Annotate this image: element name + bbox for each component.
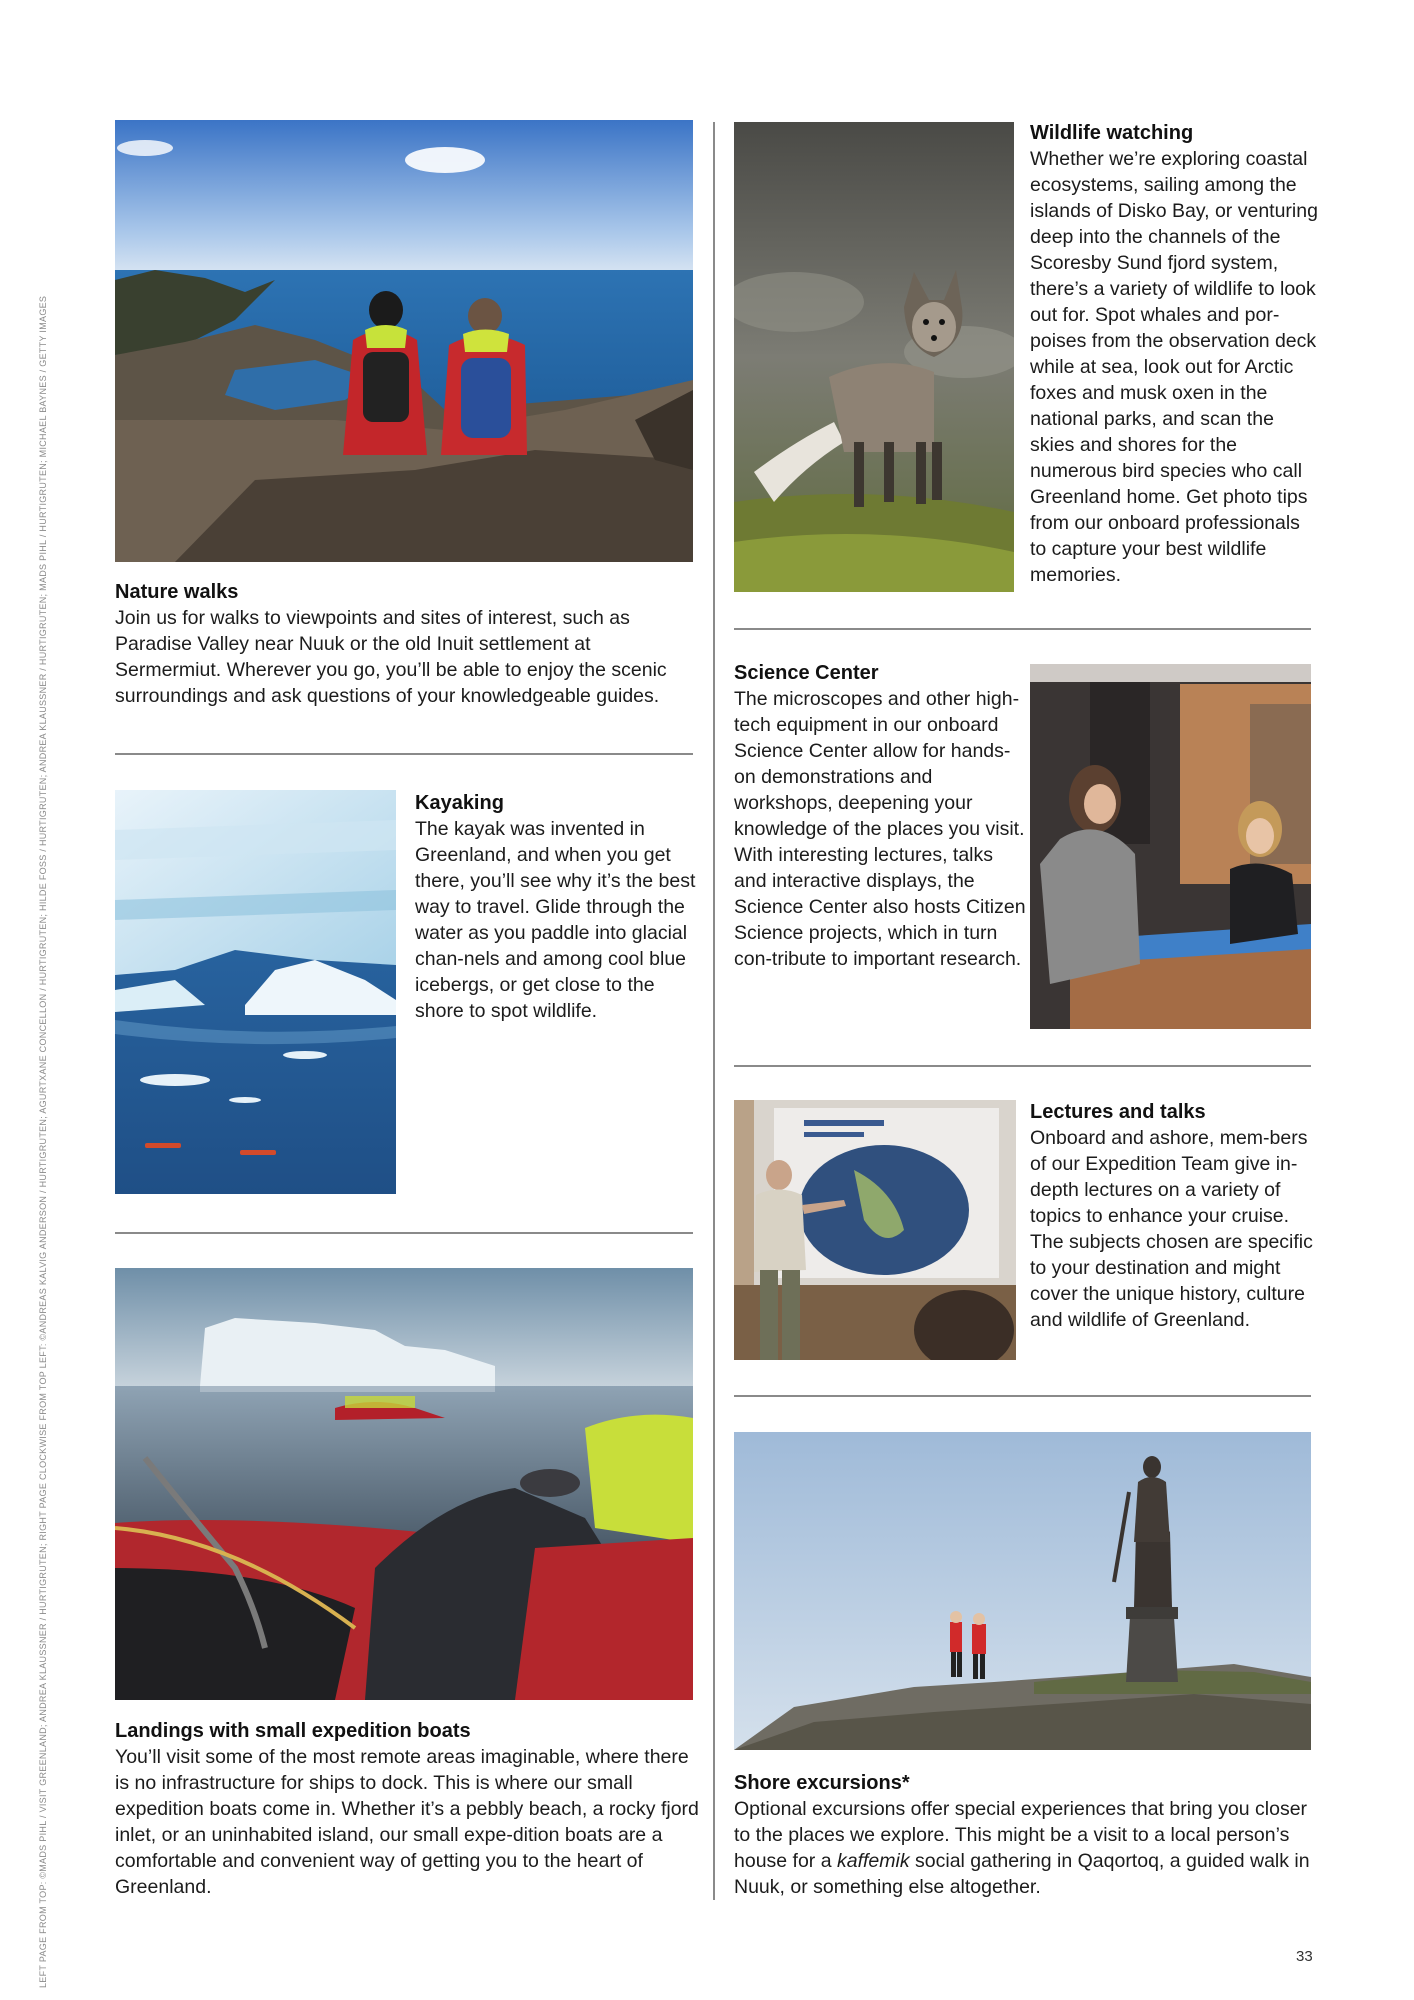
wildlife-block: [1030, 120, 1320, 588]
divider: [734, 1395, 1311, 1397]
divider: [734, 1065, 1311, 1067]
science-block: [734, 660, 1026, 972]
page-number: 33: [1296, 1948, 1313, 1965]
lectures-block: [1030, 1099, 1320, 1333]
photo-credit: LEFT PAGE FROM TOP: ©MADS PIHL / VISIT GREENLAND; ANDREA KLAUSSNER / HURTIGRUTEN; RIGHT PAGE CLOCKWISE FROM TOP LEFT: ©ANDREAS KALVIG ANDERSON / HURTIGRUTEN; AGURTXANE CONCELLON / HURTIGRUTEN; HILDE FOSS / HURTIGRUTEN; ANDREA KLAUSSNER / HURTIGRUTEN; MADS PIHL / HURTIGRUTEN; MICHAEL BAYNES / GETTY IMAGES: [38, 295, 48, 1988]
shore-block: [734, 1770, 1319, 1900]
landings-photo: [115, 1268, 693, 1700]
divider: [115, 1232, 693, 1234]
lectures-photo: [734, 1100, 1016, 1360]
shore-photo: [734, 1432, 1311, 1750]
column-divider: [713, 122, 715, 1900]
science-body: The microscopes and other high-tech equipment in our onboard Science Center allow for hands-on demonstrations and workshops, deepening your knowledge of the places you visit. With interesting lectures, talks and interactive displays, the Science Center also hosts Citizen Science projects, which in turn con-tribute to important research.: [734, 688, 1026, 970]
kayaking-body: The kayak was invented in Greenland, and when you get there, you’ll see why it’s the best way to travel. Glide through the water as you paddle into glacial chan-nels and among cool blue icebergs, or get close to the shore to spot wildlife.: [415, 818, 696, 1022]
lectures-body: Onboard and ashore, mem-bers of our Expedition Team give in-depth lectures on a variety of topics to enhance your cruise. The subjects chosen are specific to your destination and might cover the unique history, culture and wildlife of Greenland.: [1030, 1127, 1313, 1331]
shore-title: Shore excursions*: [734, 1772, 910, 1794]
science-photo: [1030, 664, 1311, 1029]
divider: [734, 628, 1311, 630]
wildlife-photo: [734, 122, 1014, 592]
nature-walks-block: [115, 579, 697, 709]
kayaking-photo: [115, 790, 396, 1194]
science-title: Science Center: [734, 662, 879, 684]
wildlife-body: Whether we’re exploring coastal ecosystems, sailing among the islands of Disko Bay, or venturing deep into the channels of the Scoresby Sund fjord system, there’s a variety of wildlife to look out for. Spot whales and por-poises from the observation deck while at sea, look out for Arctic foxes and musk oxen in the national parks, and scan the skies and shores for the numerous bird species who call Greenland home. Get photo tips from our onboard professionals to capture your best wildlife memories.: [1030, 148, 1318, 586]
landings-body: You’ll visit some of the most remote areas imaginable, where there is no infrastructure for ships to dock. This is where our small expedition boats come in. Whether it’s a pebbly beach, a rocky fjord inlet, or an uninhabited island, our small expe-dition boats are a comfortable and convenient way of getting you to the heart of Greenland.: [115, 1746, 699, 1898]
nature-walks-title: Nature walks: [115, 581, 239, 603]
shore-body: Optional excursions offer special experiences that bring you closer to the places we explore. This might be a visit to a local person’s house for a kaffemik social gathering in Qaqortoq, a guided walk in Nuuk, or something else altogether.: [734, 1798, 1310, 1898]
kaffemik-term: kaffemik: [836, 1850, 910, 1872]
landings-block: [115, 1718, 700, 1900]
nature-walks-body: Join us for walks to viewpoints and sites of interest, such as Paradise Valley near Nuuk or the old Inuit settlement at Sermermiut. Wherever you go, you’ll be able to enjoy the scenic surroundings and ask questions of your knowledgeable guides.: [115, 607, 667, 707]
nature-walks-photo: [115, 120, 693, 562]
kayaking-block: [415, 790, 705, 1024]
landings-title: Landings with small expedition boats: [115, 1720, 471, 1742]
kayaking-title: Kayaking: [415, 792, 504, 814]
wildlife-title: Wildlife watching: [1030, 122, 1194, 144]
divider: [115, 753, 693, 755]
lectures-title: Lectures and talks: [1030, 1101, 1206, 1123]
